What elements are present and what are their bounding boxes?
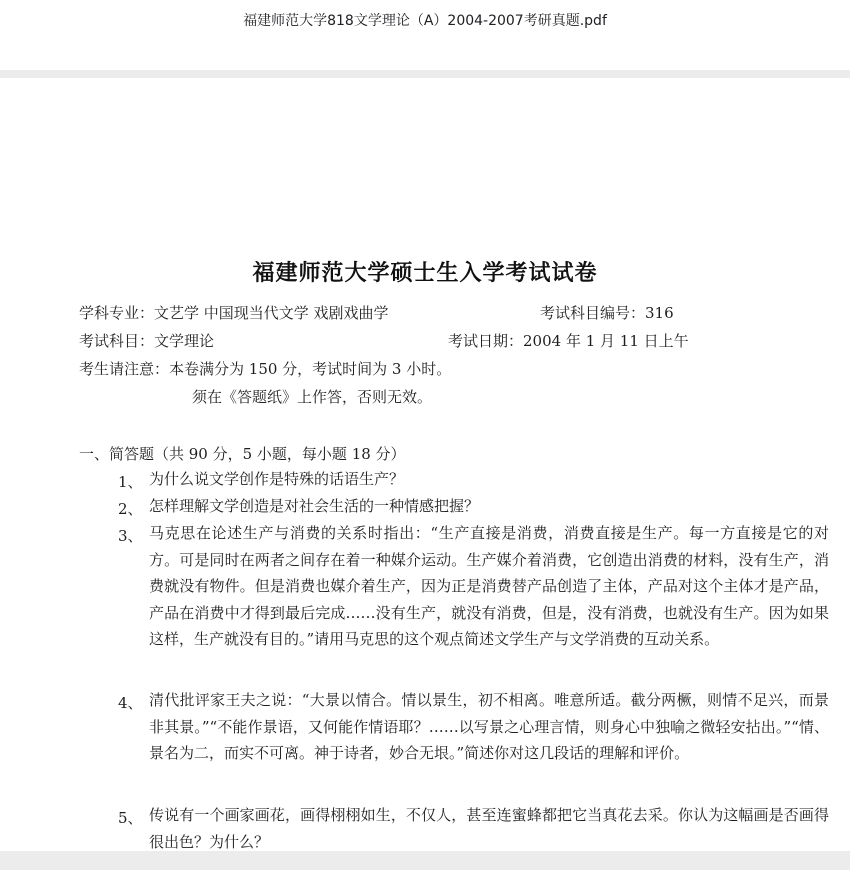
- subject-code-line: 考试科目编号：316: [540, 304, 674, 322]
- question-text: 马克思在论述生产与消费的关系时指出：“生产直接是消费，消费直接是生产。每一方直接是它的对方。可是同时在两者之间存在着一种媒介运动。生产媒介着消费，它创造出消费的材料，没有生产，消费就没有物件。但是消费也媒介着生产，因为正是消费替产品创造了主体，产品对这个主体才是产品，产品在消费中才得到最后完成……没有生产，就没有消费，但是，没有消费，也就没有生产。因为如果这样，生产就没有目的。”请用马克思的这个观点简述文学生产与文学消费的互动关系。: [149, 524, 829, 649]
- file-name-title: 福建师范大学818文学理论（A）2004-2007考研真题.pdf: [243, 13, 607, 29]
- question-number: 3、: [118, 527, 143, 545]
- page-gap-top: [0, 70, 850, 78]
- question-text: 怎样理解文学创造是对社会生活的一种情感把握？: [149, 497, 480, 515]
- question-number: 1、: [118, 473, 143, 491]
- exam-title: 福建师范大学硕士生入学考试试卷: [252, 260, 598, 286]
- section-heading: 一、简答题（共 90 分，5 小题，每小题 18 分）: [79, 445, 406, 463]
- page-gap-bottom: [0, 851, 850, 870]
- question-number: 2、: [118, 500, 143, 518]
- notice-line-1: 考生请注意：本卷满分为 150 分，考试时间为 3 小时。: [79, 360, 452, 378]
- major-line: 学科专业：文艺学 中国现当代文学 戏剧戏曲学: [79, 304, 389, 322]
- viewer-header: [0, 0, 850, 70]
- question-number: 5、: [118, 809, 143, 827]
- question-text: 为什么说文学创作是特殊的话语生产？: [149, 470, 405, 488]
- question-text: 传说有一个画家画花，画得栩栩如生，不仅人，甚至连蜜蜂都把它当真花去采。你认为这幅画是否画得很出色？为什么？: [149, 806, 829, 851]
- question-number: 4、: [118, 694, 143, 712]
- pdf-page[interactable]: [0, 78, 850, 851]
- notice-line-2: 须在《答题纸》上作答，否则无效。: [192, 388, 433, 406]
- question-text: 清代批评家王夫之说：“大景以情合。情以景生，初不相离。唯意所适。截分两橛，则情不足兴，而景非其景。”“不能作景语，又何能作情语耶？……以写景之心理言情，则身心中独喻之微轻安拈出。”“情、景名为二，而实不可离。神于诗者，妙合无垠。”简述你对这几段话的理解和评价。: [149, 691, 829, 763]
- exam-date-line: 考试日期：2004 年 1 月 11 日上午: [448, 332, 689, 350]
- subject-line: 考试科目：文学理论: [79, 332, 215, 350]
